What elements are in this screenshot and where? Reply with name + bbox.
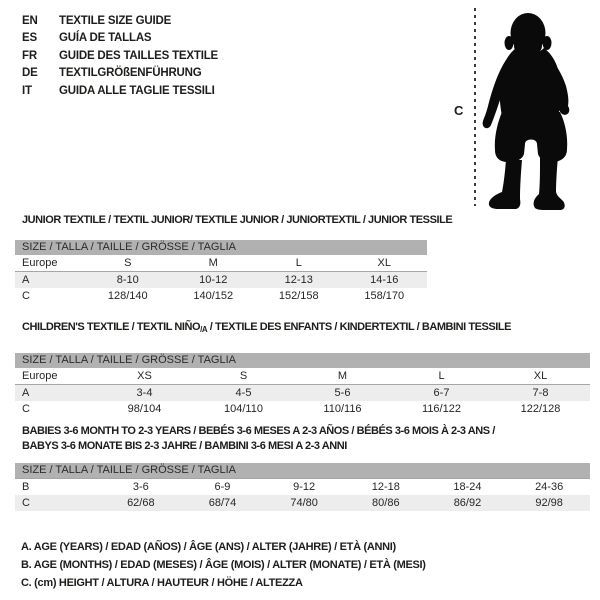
height-label: C [454,103,464,118]
language-row [22,30,218,47]
value-cell: 128/140 [107,290,148,302]
value-cell: 152/158 [278,290,319,302]
value-cell: 7-8 [491,385,590,402]
table-row [15,401,590,417]
value-cell: 9-12 [293,481,316,493]
language-title: GUIDE DES TAILLES TEXTILE [59,49,218,62]
value-cell: L [392,368,491,385]
value-cell: 122/128 [520,403,561,415]
table-header-cell: SIZE / TALLA / TAILLE / GRÖSSE / TAGLIA [15,463,590,479]
junior-table-section [15,213,453,304]
value-cell: 8-10 [85,272,171,289]
language-title: TEXTILE SIZE GUIDE [59,15,172,27]
table-header-cell: SIZE / TALLA / TAILLE / GRÖSSE / TAGLIA [15,353,590,368]
table-header-row [15,463,590,479]
value-cell: 18-24 [453,481,482,493]
value-cell: 62/68 [100,495,182,511]
value-cell: 158/170 [364,290,405,302]
language-code: FR [22,49,37,62]
value-cell: S [194,368,293,385]
table-header-cell: SIZE / TALLA / TAILLE / GRÖSSE / TAGLIA [15,240,427,255]
toddler-silhouette-icon [482,2,600,214]
row-label-cell: C [22,290,30,302]
value-cell: 5-6 [293,385,392,402]
value-cell: 86/92 [427,495,509,511]
value-cell: 12-13 [256,272,342,289]
height-measure-line [474,8,476,206]
language-row [22,83,218,100]
table-title: JUNIOR TEXTILE / TEXTIL JUNIOR/ TEXTILE JUNIOR / JUNIORTEXTIL / JUNIOR TESSILE [22,214,453,226]
value-cell: 12-18 [371,481,400,493]
value-cell: 74/80 [263,495,345,511]
table-row [15,479,590,496]
table-title: BABYS 3-6 MONATE BIS 2-3 JAHRE / BAMBINI 3-6 MESI A 2-3 ANNI [22,440,347,452]
value-cell: 3-6 [132,481,149,493]
language-list [22,13,218,100]
table-row [15,272,427,289]
value-cell: XS [95,368,194,385]
table-row [15,255,427,272]
row-label-cell: Europe [15,368,95,385]
value-cell: 3-4 [95,385,194,402]
language-code: ES [22,32,37,45]
row-label-cell: C [15,495,100,511]
table-row [15,385,590,402]
value-cell: M [171,255,257,272]
value-cell: 104/110 [224,403,263,415]
language-row [22,13,218,30]
footnote: C. (cm) HEIGHT / ALTURA / HAUTEUR / HÖHE / ALTEZZA [21,577,303,590]
size-table [15,240,427,304]
value-cell: 80/86 [345,495,427,511]
value-cell: 6-9 [214,481,231,493]
row-label-cell: B [22,481,30,493]
language-title: GUIDA ALLE TAGLIE TESSILI [59,84,215,97]
value-cell: L [256,255,342,272]
value-cell: 4-5 [194,385,293,402]
table-row [15,288,427,304]
language-code: EN [22,15,38,27]
table-title: CHILDREN'S TEXTILE / TEXTIL NIÑO/A / TEXTILE DES ENFANTS / KINDERTEXTIL / BAMBINI TESSILE [22,321,512,334]
table-title-wrap [15,320,590,337]
table-title-wrap [15,213,453,228]
value-cell: 110/116 [323,403,362,415]
value-cell: XL [491,368,590,385]
value-cell: 140/152 [193,290,234,302]
value-cell: 116/122 [422,403,461,415]
value-cell: 14-16 [342,272,428,289]
row-label-cell: A [15,272,85,289]
value-cell: 68/74 [182,495,264,511]
value-cell: 24-36 [535,481,564,493]
value-cell: XL [342,255,428,272]
table-row [15,368,590,385]
size-table [15,463,590,511]
table-header-row [15,240,427,255]
table-title: BABIES 3-6 MONTH TO 2-3 YEARS / BEBÉS 3-6 MESES A 2-3 AÑOS / BÉBÉS 3-6 MOIS À 2-3 ANS / [22,425,495,437]
value-cell: S [85,255,171,272]
children-table-section [15,320,590,417]
footnotes [21,538,426,593]
row-label-cell: Europe [15,255,85,272]
row-label-cell: C [22,403,30,415]
value-cell: M [293,368,392,385]
value-cell: 6-7 [392,385,491,402]
language-title: GUÍA DE TALLAS [59,32,152,45]
babies-table-section [15,424,590,511]
value-cell: 98/104 [127,403,162,415]
footnote: B. AGE (MONTHS) / EDAD (MESES) / ÂGE (MOIS) / ALTER (MONATE) / ETÀ (MESI) [21,559,426,572]
title-subscript: /A [200,325,208,334]
footnote: A. AGE (YEARS) / EDAD (AÑOS) / ÂGE (ANS) / ALTER (JAHRE) / ETÀ (ANNI) [21,541,396,553]
value-cell: 10-12 [171,272,257,289]
table-title-wrap [15,424,590,454]
language-title: TEXTILGRÖßENFÜHRUNG [59,67,202,80]
row-label-cell: A [15,385,95,402]
value-cell: 92/98 [508,495,590,511]
table-row [15,495,590,511]
language-row [22,48,218,65]
language-code: DE [22,67,38,80]
language-code: IT [22,84,32,97]
language-row [22,65,218,82]
table-header-row [15,353,590,368]
size-table [15,353,590,417]
